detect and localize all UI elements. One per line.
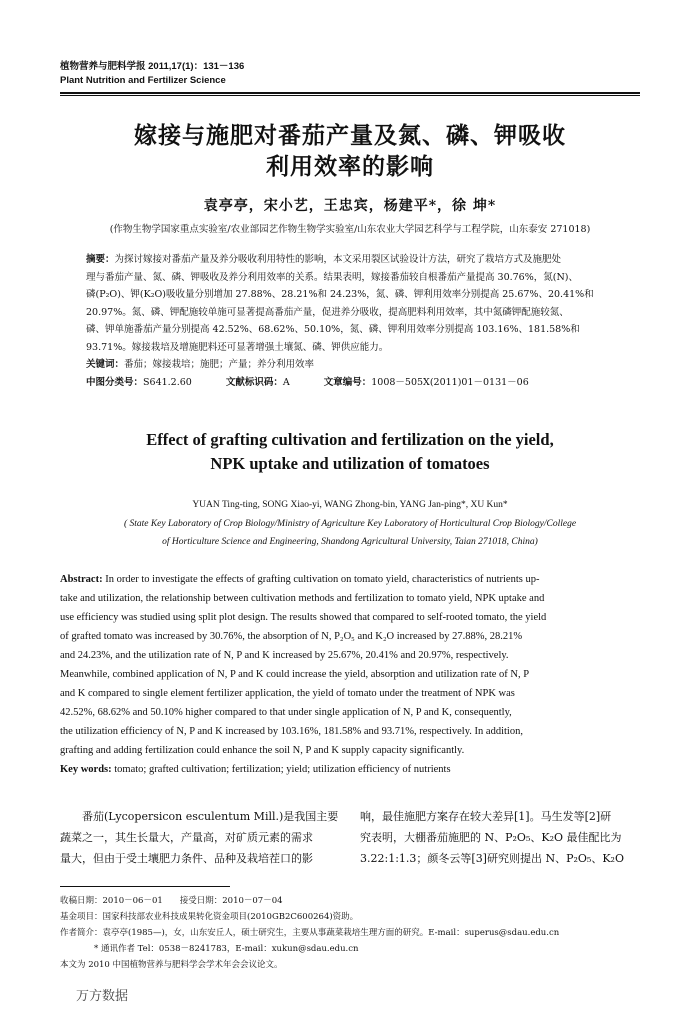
keywords-cn-label: 关键词： [86, 359, 125, 370]
affiliation-en-line2: of Horticulture Science and Engineering, Shandong Agricultural University, Taian 271018, China) [162, 537, 538, 547]
clc-value: S641.2.60 [143, 376, 192, 388]
header-rule-thin [60, 95, 640, 96]
abstract-en-line: use efficiency was studied using split plot design. The results showed that compared to self-rooted tomato, the yield [60, 612, 547, 623]
body-line: 蔬菜之一，其生长量大，产量高，对矿质元素的需求 [60, 831, 313, 844]
footnotes [60, 893, 650, 973]
abstract-en-label: Abstract: [60, 574, 103, 585]
affiliation-cn: (作物生物学国家重点实验室/农业部园艺作物生物学实验室/山东农业大学园艺科学与工程学院，山东泰安 271018) [109, 224, 591, 235]
abstract-cn-line: 理与番茄产量、氮、磷、钾吸收及养分利用效率的关系。结果表明，嫁接番茄较自根番茄产量提高 30.76%，氮(N)、 [86, 271, 578, 283]
body-right-column [360, 806, 642, 869]
abstract-en-line: and K compared to single element fertilizer application, the yield of tomato under the treatment of NPK was [60, 688, 515, 699]
abstract-en [60, 570, 640, 779]
keywords-en: tomato; grafted cultivation; fertilization; yield; utilization efficiency of nutrients [114, 764, 451, 775]
body-line: 响，最佳施肥方案存在较大差异[1]。马生发等[2]研 [360, 810, 612, 823]
watermark-text: 万方数据 [76, 989, 129, 1004]
abstract-en-line: take and utilization, the relationship between cultivation methods and fertilization to tomato yield, NPK uptake and [60, 593, 545, 604]
body-line: 究表明，大棚番茄施肥的 N、P₂O₅、K₂O 最佳配比为 [360, 831, 622, 844]
abstract-cn-line: 磷、钾单施番茄产量分别提高 42.52%、68.62%、50.10%，氮、磷、钾利用效率分别提高 103.16%、181.58%和 [86, 324, 580, 335]
article-no-label: 文章编号： [323, 376, 372, 388]
title-en-line1: Effect of grafting cultivation and fertilization on the yield, [146, 430, 554, 449]
authors-en: YUAN Ting-ting, SONG Xiao-yi, WANG Zhong-bin, YANG Jan-ping*, XU Kun* [192, 500, 508, 510]
journal-english-name: Plant Nutrition and Fertilizer Science [60, 75, 226, 86]
article-no-value: 1008－505X(2011)01－0131－06 [371, 376, 529, 388]
keywords-en-label: Key words: [60, 764, 112, 775]
footnote-rule [60, 886, 230, 887]
abstract-en-line: In order to investigate the effects of grafting cultivation on tomato yield, characteristics of nutrients up- [105, 574, 540, 585]
corresponding-author: * 通讯作者 Tel：0538－8241783，E-mail：xukun@sdau.edu.cn [60, 944, 359, 954]
abstract-en-line: of grafted tomato was increased by 30.76%, the absorption of N, P₂O₅ and K₂O increased by 27.88%, 28.21% [60, 631, 523, 642]
title-cn-line1: 嫁接与施肥对番茄产量及氮、磷、钾吸收 [134, 122, 566, 149]
body-left-column [60, 806, 342, 869]
abstract-cn-label: 摘要： [86, 254, 115, 265]
body-line: 3.22:1:1.3；颜冬云等[3]研究则提出 N、P₂O₅、K₂O [360, 852, 624, 865]
received-date: 收稿日期：2010－06－01 接受日期：2010－07－04 [60, 896, 283, 906]
conference-note: 本文为 2010 中国植物营养与肥料学会学术年会会议论文。 [60, 960, 283, 970]
abstract-cn-line: 为探讨嫁接对番茄产量及养分吸收利用特性的影响，本文采用裂区试验设计方法，研究了栽培方式及施肥处 [114, 254, 562, 265]
header-rule [60, 92, 640, 94]
abstract-cn-line: 磷(P₂O)、钾(K₂O)吸收量分别增加 27.88%、28.21%和 24.23%，氮、磷、钾利用效率分别提高 25.67%、20.41%和 [86, 289, 594, 300]
abstract-cn-line: 20.97%。氮、磷、钾配施较单施可显著提高番茄产量，促进养分吸收，提高肥料利用效率，其中氮磷钾配施较氮、 [86, 306, 569, 318]
abstract-cn-line: 93.71%。嫁接栽培及增施肥料还可显著增强土壤氮、磷、钾供应能力。 [86, 341, 389, 353]
authors-cn: 袁亭亭，宋小艺，王忠宾，杨建平*，徐 坤* [203, 198, 497, 214]
abstract-en-line: and 24.23%, and the utilization rate of N, P and K increased by 25.67%, 20.41% and 20.97%, respectively. [60, 650, 509, 661]
clc-label: 中图分类号： [86, 376, 144, 388]
author-bio: 作者简介：袁亭亭(1985—)，女，山东安丘人，硕士研究生，主要从事蔬菜栽培生理方面的研究。E-mail：superus@sdau.edu.cn [60, 928, 560, 938]
abstract-en-line: grafting and adding fertilization could enhance the soil N, P and K supply capacity significantly. [60, 745, 465, 756]
affiliation-en-line1: ( State Key Laboratory of Crop Biology/Ministry of Agriculture Key Laboratory of Horticultural Crop Biology/College [123, 519, 577, 529]
keywords-cn: 番茄；嫁接栽培；施肥；产量；养分利用效率 [124, 359, 315, 370]
title-en-line2: NPK uptake and utilization of tomatoes [210, 454, 490, 473]
journal-citation: 植物营养与肥料学报 2011,17(1)：131－136 [60, 61, 245, 72]
abstract-cn [86, 251, 640, 391]
doc-code-label: 文献标识码： [225, 376, 283, 388]
body-line: 番茄(Lycopersicon esculentum Mill.)是我国主要 [82, 810, 339, 823]
abstract-en-line: the utilization efficiency of N, P and K increased by 103.16%, 181.58% and 93.71%, respectively. In addition, [60, 726, 523, 737]
body-line: 量大，但由于受土壤肥力条件、品种及栽培茬口的影 [60, 852, 313, 865]
abstract-en-line: Meanwhile, combined application of N, P and K could increase the yield, absorption and utilization rate of N, P [60, 669, 530, 680]
doc-code-value: A [282, 376, 290, 388]
abstract-en-line: 42.52%, 68.62% and 50.10% higher compared to that under single application of N, P and K, consequently, [60, 707, 512, 718]
funding-note: 基金项目：国家科技部农业科技成果转化资金项目(2010GB2C600264)资助。 [60, 912, 359, 922]
title-cn-line2: 利用效率的影响 [266, 153, 434, 180]
